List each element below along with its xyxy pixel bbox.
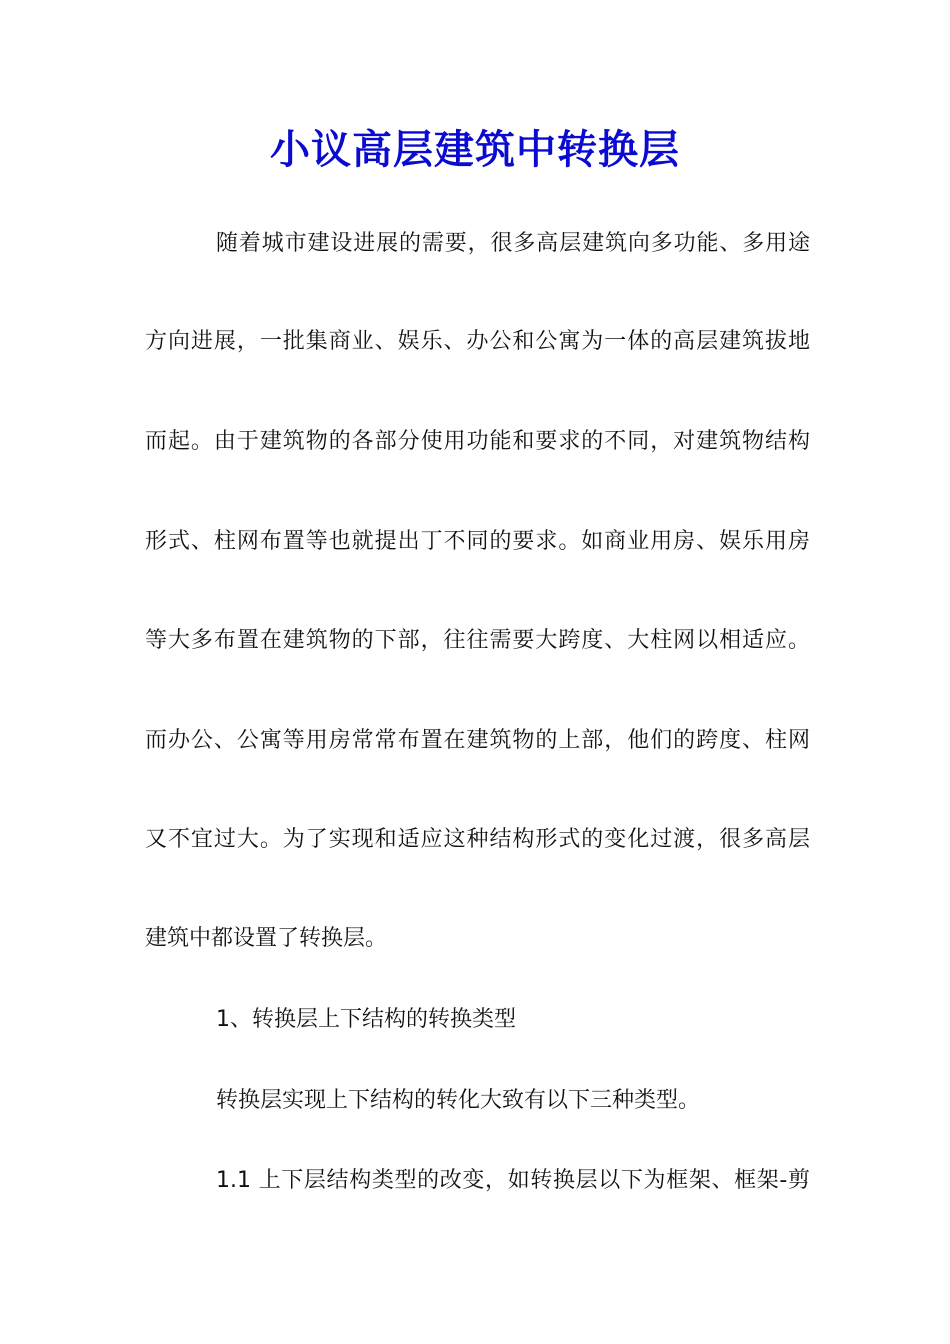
paragraph-line: 随着城市建设进展的需要，很多高层建筑向多功能、多用途 — [216, 231, 810, 256]
paragraph-line: 等大多布置在建筑物的下部，往往需要大跨度、大柱网以相适应。 — [145, 628, 810, 653]
paragraph-line: 建筑中都设置了转换层。 — [145, 926, 388, 951]
section-intro: 转换层实现上下结构的转化大致有以下三种类型。 — [216, 1088, 701, 1113]
paragraph-line: 形式、柱网布置等也就提出丁不同的要求。如商业用房、娱乐用房 — [145, 529, 810, 554]
paragraph-line: 而起。由于建筑物的各部分使用功能和要求的不同，对建筑物结构 — [145, 429, 810, 454]
paragraph-line: 又不宜过大。为了实现和适应这种结构形式的变化过渡，很多高层 — [145, 827, 810, 852]
paragraph-line: 方向进展，一批集商业、娱乐、办公和公寓为一体的高层建筑拔地 — [145, 329, 810, 354]
subsection-line: 1.1 上下层结构类型的改变，如转换层以下为框架、框架-剪 — [216, 1168, 810, 1193]
paragraph-line: 而办公、公寓等用房常常布置在建筑物的上部，他们的跨度、柱网 — [145, 728, 810, 753]
document-title: 小议高层建筑中转换层 — [270, 126, 680, 173]
section-heading: 1、转换层上下结构的转换类型 — [216, 1007, 516, 1032]
